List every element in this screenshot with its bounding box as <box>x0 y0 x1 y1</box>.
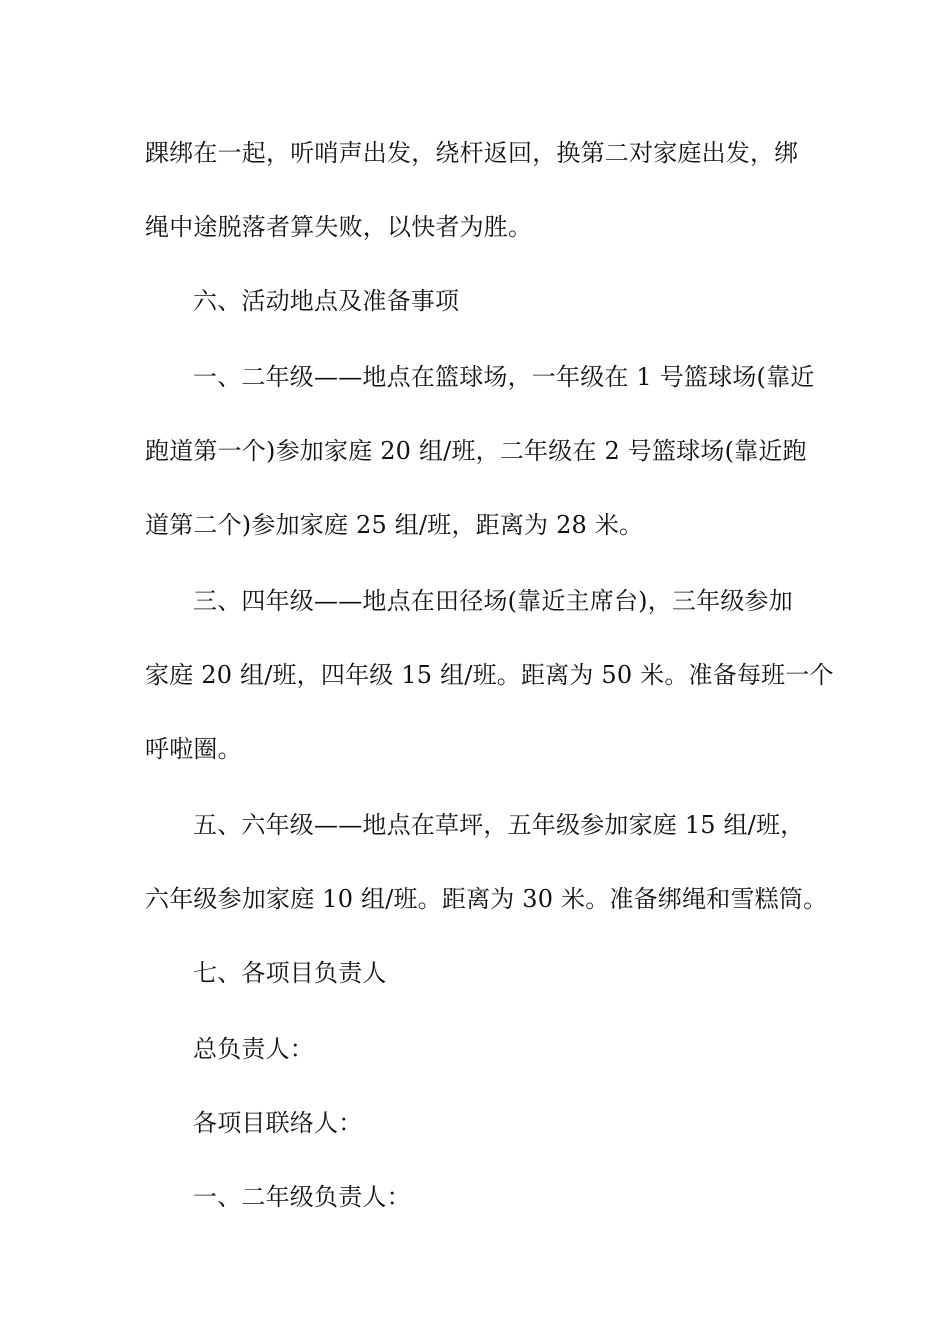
paragraph-line: 总负责人： <box>193 1035 314 1063</box>
paragraph-line: 道第二个)参加家庭 25 组/班，距离为 28 米。 <box>145 511 644 539</box>
paragraph-line: 五、六年级——地点在草坪，五年级参加家庭 15 组/班， <box>193 811 805 839</box>
paragraph-line: 呼啦圈。 <box>145 735 242 763</box>
paragraph-line: 踝绑在一起，听哨声出发，绕杆返回，换第二对家庭出发，绑 <box>145 139 799 167</box>
section-heading: 六、活动地点及准备事项 <box>193 287 460 315</box>
paragraph-line: 一、二年级——地点在篮球场，一年级在 1 号篮球场(靠近 <box>193 363 815 391</box>
paragraph-line: 家庭 20 组/班，四年级 15 组/班。距离为 50 米。准备每班一个 <box>145 661 834 689</box>
paragraph-line: 各项目联络人： <box>193 1109 363 1137</box>
paragraph-line: 六年级参加家庭 10 组/班。距离为 30 米。准备绑绳和雪糕筒。 <box>145 885 828 913</box>
paragraph-line: 绳中途脱落者算失败，以快者为胜。 <box>145 213 533 241</box>
paragraph-line: 三、四年级——地点在田径场(靠近主席台)，三年级参加 <box>193 587 793 615</box>
section-heading: 七、各项目负责人 <box>193 959 387 987</box>
paragraph-line: 跑道第一个)参加家庭 20 组/班，二年级在 2 号篮球场(靠近跑 <box>145 437 807 465</box>
paragraph-line: 一、二年级负责人： <box>193 1183 411 1211</box>
